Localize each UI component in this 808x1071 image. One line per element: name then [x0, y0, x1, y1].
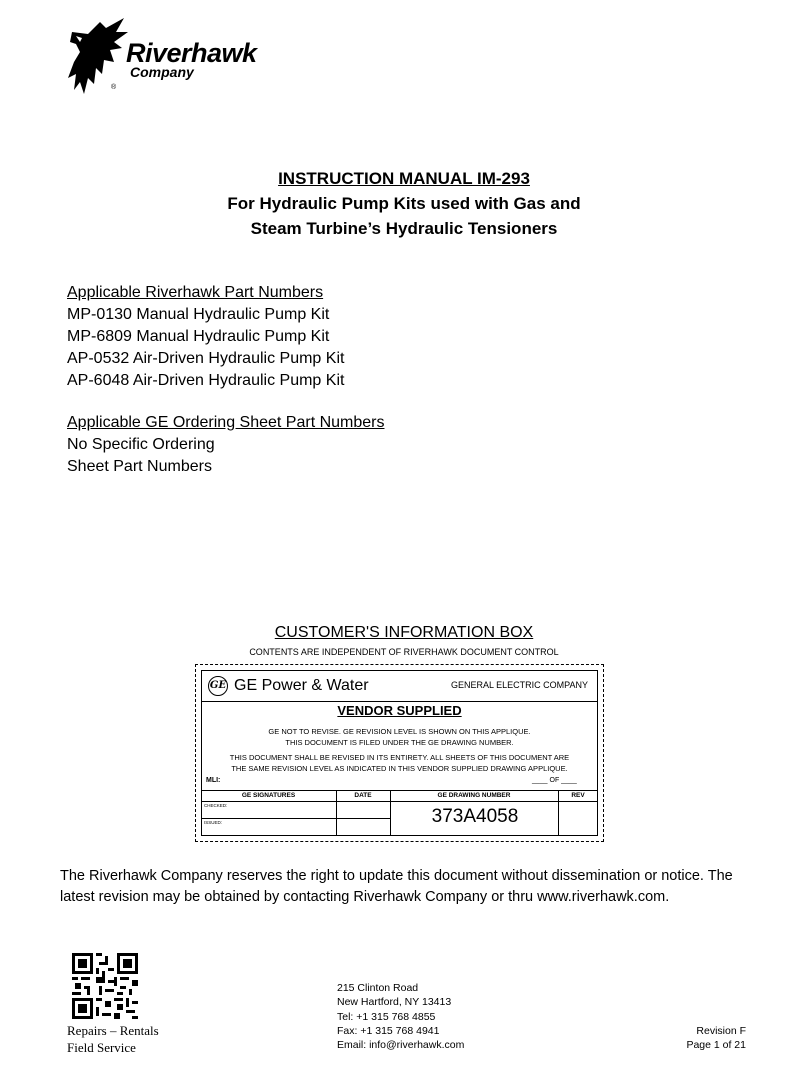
col-date: DATE: [354, 792, 372, 799]
footer-field-service: Field Service: [67, 1040, 136, 1055]
company-logo: [66, 18, 266, 100]
footer-services: [67, 1022, 159, 1056]
note-line: THE SAME REVISION LEVEL AS INDICATED IN THIS VENDOR SUPPLIED DRAWING APPLIQUE.: [231, 764, 568, 773]
list-item: No Specific Ordering: [67, 436, 215, 453]
col-signatures: GE SIGNATURES: [241, 792, 296, 799]
page-number: Page 1 of 21: [686, 1039, 746, 1052]
footer-email: Email: info@riverhawk.com: [337, 1039, 465, 1052]
signature-table: [201, 790, 598, 836]
ge-name: GE Power & Water: [234, 677, 369, 694]
drawing-number: 373A4058: [431, 806, 519, 827]
riverhawk-part-numbers: [67, 282, 344, 392]
title-line-3: Steam Turbine’s Hydraulic Tensioners: [250, 219, 558, 238]
customer-box-subtitle: CONTENTS ARE INDEPENDENT OF RIVERHAWK DOCUMENT CONTROL: [249, 647, 559, 657]
ge-header-row: [201, 670, 598, 702]
ge-ordering-numbers: [67, 412, 384, 478]
address-line-2: New Hartford, NY 13413: [337, 996, 452, 1009]
logo-name: Riverhawk: [126, 38, 257, 68]
footer-address: [337, 981, 464, 1052]
list-item: Sheet Part Numbers: [67, 458, 212, 475]
ge-company: GENERAL ELECTRIC COMPANY: [450, 680, 588, 690]
customer-box-title: CUSTOMER'S INFORMATION BOX: [274, 624, 534, 641]
list-item: MP-0130 Manual Hydraulic Pump Kit: [67, 306, 330, 323]
list-item: AP-0532 Air-Driven Hydraulic Pump Kit: [67, 350, 345, 367]
footer-fax: Fax: +1 315 768 4941: [337, 1024, 440, 1037]
row-divider: [201, 818, 391, 819]
revision-note-1: [201, 726, 598, 748]
sheet-of-label: ____ OF ____: [532, 777, 577, 784]
footer-repairs: Repairs – Rentals: [67, 1023, 159, 1038]
issued-label: ISSUED:: [204, 820, 223, 825]
col-drawing-number: GE DRAWING NUMBER: [437, 792, 511, 799]
footer-tel: Tel: +1 315 768 4855: [337, 1010, 436, 1023]
list-item: MP-6809 Manual Hydraulic Pump Kit: [67, 328, 330, 345]
ge-ordering-heading: Applicable GE Ordering Sheet Part Numbers: [67, 414, 385, 431]
note-line: GE NOT TO REVISE. GE REVISION LEVEL IS SHOWN ON THIS APPLIQUE.: [268, 727, 531, 736]
logo-sub: Company: [130, 64, 194, 80]
part-numbers-heading: Applicable Riverhawk Part Numbers: [67, 284, 324, 301]
document-title: [0, 166, 808, 241]
note-line: THIS DOCUMENT SHALL BE REVISED IN ITS ENTIRETY. ALL SHEETS OF THIS DOCUMENT ARE: [229, 753, 570, 762]
address-line-1: 215 Clinton Road: [337, 982, 419, 994]
update-notice: The Riverhawk Company reserves the right to update this document without dissemination or notice. The latest revision may be obtained by contacting Riverhawk Company or thru www.riverhawk.com.: [60, 868, 733, 905]
revision-label: Revision F: [696, 1025, 746, 1037]
revision-note-2: [201, 752, 598, 774]
header-divider: [201, 801, 598, 802]
footer-revision: [686, 1024, 746, 1053]
logo-registered-mark: ®: [111, 84, 117, 91]
note-line: THIS DOCUMENT IS FILED UNDER THE GE DRAWING NUMBER.: [285, 738, 514, 747]
title-line-1: INSTRUCTION MANUAL IM-293: [278, 169, 530, 188]
ge-logo-icon: GE: [208, 676, 228, 696]
qr-code-icon: [72, 953, 138, 1019]
col-rev: REV: [571, 792, 585, 799]
vendor-supplied: VENDOR SUPPLIED: [337, 703, 462, 718]
list-item: AP-6048 Air-Driven Hydraulic Pump Kit: [67, 372, 345, 389]
title-line-2: For Hydraulic Pump Kits used with Gas and: [227, 194, 581, 213]
mli-label: MLI:: [206, 777, 221, 784]
checked-label: CHECKED:: [204, 803, 228, 808]
